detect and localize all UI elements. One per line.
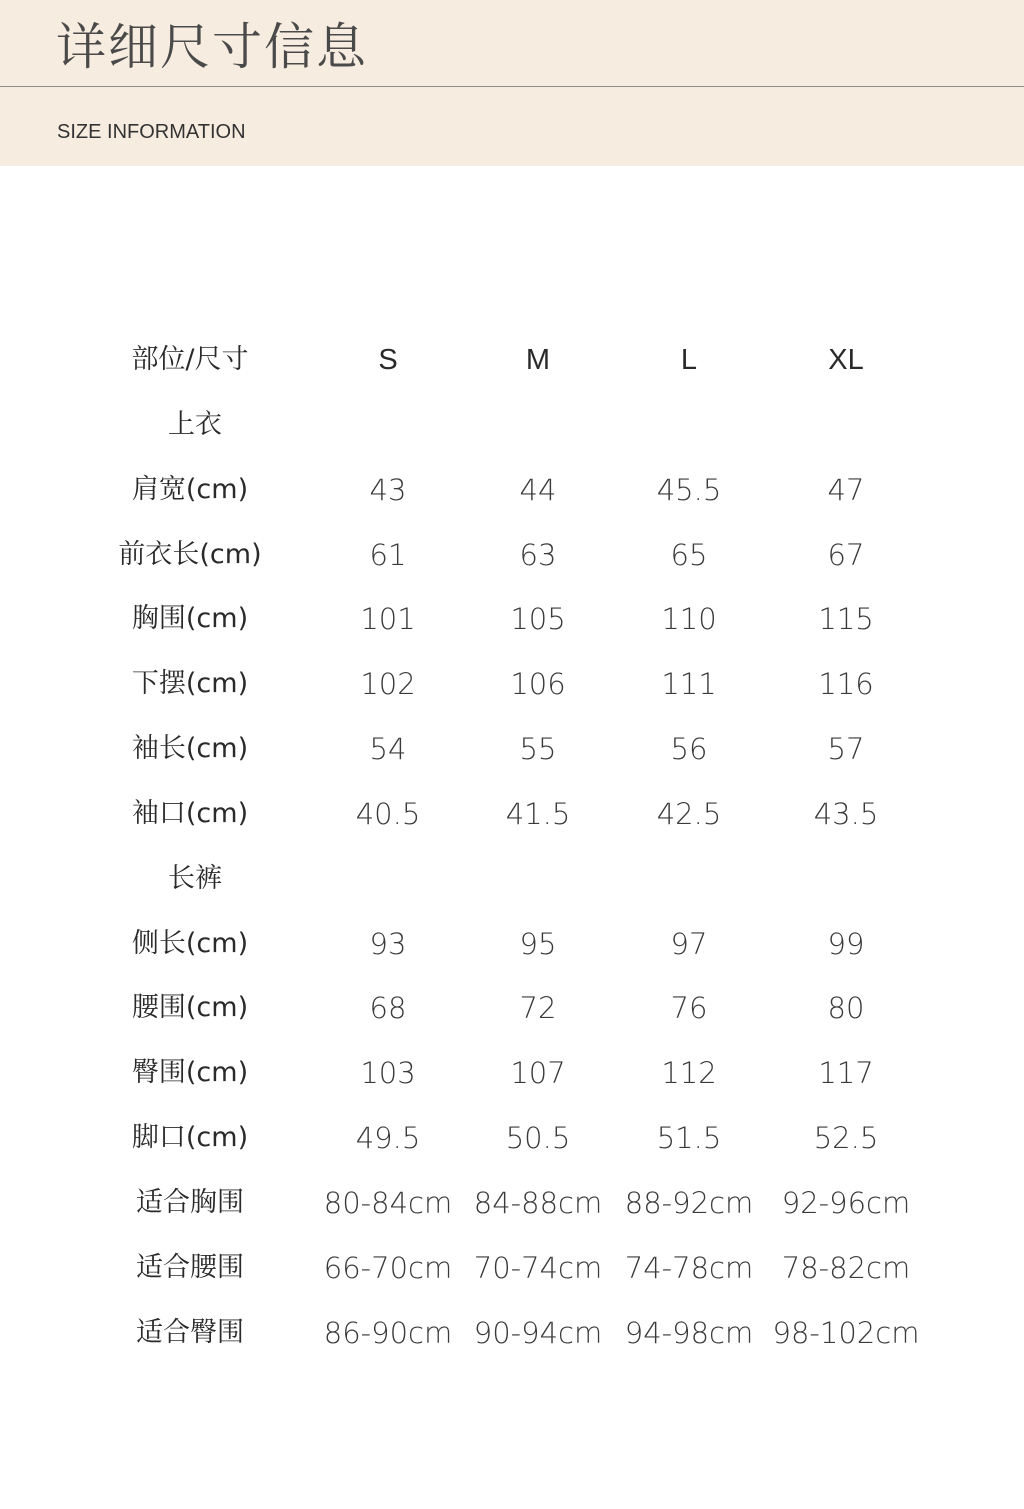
size-table xyxy=(0,328,1024,1366)
cell-value: 55 xyxy=(519,732,557,767)
row-label: 前衣长(cm) xyxy=(118,538,262,570)
cell-value: 101 xyxy=(360,602,416,637)
cell-value: 56 xyxy=(670,732,708,767)
cell-value: 57 xyxy=(827,732,865,767)
cell-value: 103 xyxy=(360,1056,416,1091)
row-label: 腰围(cm) xyxy=(131,992,249,1024)
cell-value: 49.5 xyxy=(355,1121,421,1156)
row-label: 适合胸围 xyxy=(136,1186,244,1218)
cell-value: 65 xyxy=(670,537,708,572)
cell-value: 78-82cm xyxy=(781,1250,911,1285)
cell-value: 105 xyxy=(510,602,566,637)
cell-value: 40.5 xyxy=(355,796,421,831)
cell-value: 106 xyxy=(510,667,566,702)
table-row xyxy=(0,652,1024,717)
cell-value: 107 xyxy=(510,1056,566,1091)
table-row xyxy=(0,1301,1024,1366)
row-label: 适合腰围 xyxy=(136,1251,244,1283)
cell-value: 61 xyxy=(369,537,407,572)
row-label: 脚口(cm) xyxy=(131,1122,249,1154)
cell-value: 98-102cm xyxy=(772,1315,920,1350)
table-row xyxy=(0,1171,1024,1236)
cell-value: 54 xyxy=(369,732,407,767)
cell-value: 51.5 xyxy=(656,1121,722,1156)
cell-value: 63 xyxy=(519,537,557,572)
cell-value: 115 xyxy=(818,602,874,637)
table-row xyxy=(0,458,1024,523)
table-row xyxy=(0,1236,1024,1301)
cell-value: 72 xyxy=(519,991,557,1026)
cell-value: 88-92cm xyxy=(624,1185,754,1220)
header-size-l: L xyxy=(680,344,698,376)
cell-value: 95 xyxy=(519,926,557,961)
cell-value: 93 xyxy=(369,926,407,961)
table-row xyxy=(0,523,1024,588)
cell-value: 42.5 xyxy=(656,796,722,831)
cell-value: 52.5 xyxy=(813,1121,879,1156)
cell-value: 67 xyxy=(827,537,865,572)
row-label: 臀围(cm) xyxy=(131,1057,249,1089)
section-label-top: 上衣 xyxy=(168,408,222,440)
cell-value: 94-98cm xyxy=(624,1315,754,1350)
table-row xyxy=(0,1041,1024,1106)
cell-value: 84-88cm xyxy=(473,1185,603,1220)
table-row xyxy=(0,912,1024,977)
row-label: 胸围(cm) xyxy=(131,603,249,635)
cell-value: 43.5 xyxy=(813,796,879,831)
table-header-row xyxy=(0,328,1024,393)
header-size-s: S xyxy=(378,344,398,376)
row-label: 袖口(cm) xyxy=(131,797,249,829)
cell-value: 86-90cm xyxy=(323,1315,453,1350)
cell-value: 47 xyxy=(827,472,865,507)
cell-value: 112 xyxy=(661,1056,717,1091)
cell-value: 50.5 xyxy=(505,1121,571,1156)
header-label: 部位/尺寸 xyxy=(131,344,249,375)
cell-value: 66-70cm xyxy=(323,1250,453,1285)
cell-value: 116 xyxy=(818,667,874,702)
header-banner xyxy=(0,0,1024,166)
table-row xyxy=(0,782,1024,847)
cell-value: 80-84cm xyxy=(323,1185,453,1220)
cell-value: 97 xyxy=(670,926,708,961)
cell-value: 80 xyxy=(827,991,865,1026)
cell-value: 76 xyxy=(670,991,708,1026)
section-row-pants xyxy=(0,847,1024,912)
header-size-xl: XL xyxy=(828,344,864,376)
header-divider xyxy=(0,86,1024,87)
cell-value: 44 xyxy=(519,472,557,507)
cell-value: 117 xyxy=(818,1056,874,1091)
cell-value: 99 xyxy=(827,926,865,961)
section-row-top xyxy=(0,393,1024,458)
cell-value: 68 xyxy=(369,991,407,1026)
cell-value: 111 xyxy=(661,667,717,702)
cell-value: 102 xyxy=(360,667,416,702)
table-row xyxy=(0,717,1024,782)
section-label-pants: 长裤 xyxy=(168,862,222,894)
header-size-m: M xyxy=(525,344,551,376)
table-row xyxy=(0,976,1024,1041)
row-label: 袖长(cm) xyxy=(131,733,249,765)
cell-value: 70-74cm xyxy=(473,1250,603,1285)
page-title: 详细尺寸信息 xyxy=(56,18,368,76)
cell-value: 90-94cm xyxy=(473,1315,603,1350)
table-row xyxy=(0,1106,1024,1171)
row-label: 下摆(cm) xyxy=(131,668,249,700)
cell-value: 92-96cm xyxy=(781,1185,911,1220)
cell-value: 74-78cm xyxy=(624,1250,754,1285)
cell-value: 43 xyxy=(369,472,407,507)
row-label: 侧长(cm) xyxy=(131,927,249,959)
cell-value: 41.5 xyxy=(505,796,571,831)
cell-value: 110 xyxy=(661,602,717,637)
page-subtitle: SIZE INFORMATION xyxy=(57,121,246,143)
row-label: 适合臀围 xyxy=(136,1316,244,1348)
table-row xyxy=(0,587,1024,652)
cell-value: 45.5 xyxy=(656,472,722,507)
row-label: 肩宽(cm) xyxy=(131,473,249,505)
